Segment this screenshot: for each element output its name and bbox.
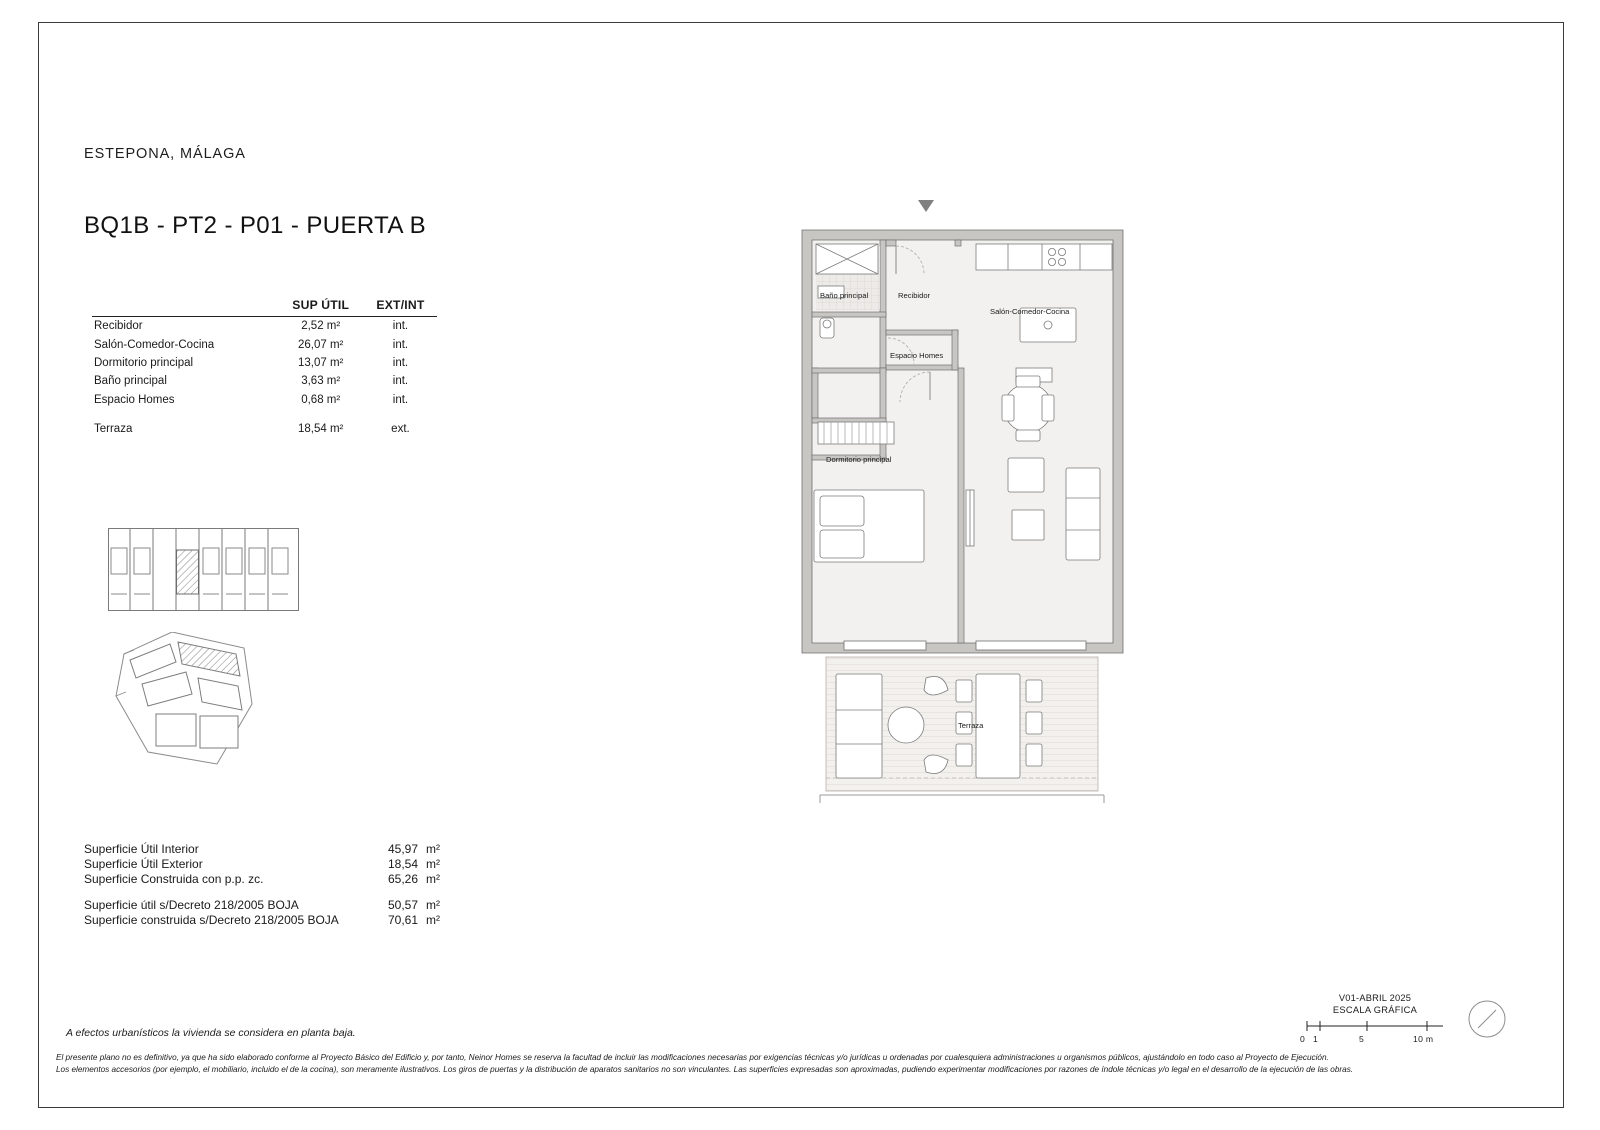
room-label-salon: Salón-Comedor-Cocina: [990, 307, 1070, 316]
location-text: ESTEPONA, MÁLAGA: [84, 146, 246, 162]
room-name: Terraza: [94, 422, 133, 435]
total-label: Superficie construida s/Decreto 218/2005 BOJA: [84, 913, 339, 927]
col-header-extint: EXT/INT: [376, 298, 425, 312]
room-label-bano: Baño principal: [820, 291, 869, 300]
disclaimer-line-1: El presente plano no es definitivo, ya que ha sido elaborado conforme al Proyecto Básico del Edificio y, por tanto, Neinor Homes se reserva la facultad de incluir las modificaciones necesarias por exigencias técnicas y/o jurídicas u ordenadas por cualesquiera administraciones u organismos públicos, ajustándolo en todo caso al Proyecto de Ejecución.: [56, 1053, 1329, 1062]
room-type: ext.: [391, 422, 410, 435]
room-label-terraza: Terraza: [958, 721, 984, 730]
room-area: 2,52 m²: [301, 320, 341, 333]
room-label-recibidor: Recibidor: [898, 291, 931, 300]
table-row: [92, 372, 437, 390]
total-unit: m²: [426, 898, 440, 912]
total-value: 45,97: [387, 842, 418, 856]
total-unit: m²: [426, 872, 440, 886]
total-value: 18,54: [387, 857, 418, 871]
total-label: Superficie útil s/Decreto 218/2005 BOJA: [84, 898, 299, 912]
total-unit: m²: [426, 857, 440, 871]
col-header-room: [92, 298, 278, 317]
keyplan-site-diagram: [112, 632, 287, 782]
entrance-arrow-icon: [918, 200, 934, 212]
disclaimer-line-2: Los elementos accesorios (por ejemplo, el mobiliario, incluido el de la cocina), son meramente ilustrativos. Los giros de puertas y la distribución de aparatos sanitarios no son vinculantes. Las superficies expresadas son aproximadas, pudiendo experimentar modificaciones por razones de índole técnicas y/o legal en el desarrollo de la ejecución de las obras.: [56, 1064, 1354, 1074]
scale-tick-labels: [1300, 1034, 1450, 1046]
scale-tick: 10 m: [1413, 1034, 1434, 1044]
total-label: Superficie Útil Interior: [84, 842, 199, 856]
room-name: Dormitorio principal: [94, 356, 194, 369]
scale-block: [1300, 993, 1450, 1046]
scale-tick: 0: [1300, 1034, 1306, 1044]
total-value: 70,61: [387, 913, 418, 927]
room-area: 13,07 m²: [298, 356, 344, 369]
scale-bar: [1300, 1020, 1450, 1034]
room-type: int.: [392, 393, 409, 406]
total-value: 65,26: [387, 872, 418, 886]
floor-plan-drawing: [780, 190, 1180, 870]
table-row: [92, 354, 437, 372]
page-title: BQ1B - PT2 - P01 - PUERTA B: [84, 212, 427, 239]
total-value: 50,57: [387, 898, 418, 912]
room-name: Recibidor: [94, 320, 143, 333]
scale-tick: 5: [1359, 1034, 1365, 1044]
total-label: Superficie Construida con p.p. zc.: [84, 872, 264, 886]
keyplan-building-diagram: [108, 528, 308, 612]
room-label-dormitorio: Dormitorio principal: [826, 455, 892, 464]
room-name: Salón-Comedor-Cocina: [94, 338, 215, 351]
room-type: int.: [392, 320, 409, 333]
north-arrow-icon: [1466, 998, 1508, 1045]
surface-table: [92, 298, 437, 438]
total-unit: m²: [426, 842, 440, 856]
col-header-suputil: SUP ÚTIL: [292, 298, 350, 312]
table-row: [92, 335, 437, 353]
room-type: int.: [392, 338, 409, 351]
room-area: 26,07 m²: [298, 338, 344, 351]
legal-disclaimer: [56, 1052, 1516, 1075]
table-row: [92, 391, 437, 409]
room-type: int.: [392, 356, 409, 369]
room-area: 0,68 m²: [301, 393, 341, 406]
room-name: Espacio Homes: [94, 393, 175, 406]
room-area: 18,54 m²: [298, 422, 344, 435]
total-unit: m²: [426, 913, 440, 927]
scale-tick: 1: [1313, 1034, 1319, 1044]
table-row: [92, 317, 437, 336]
scale-caption: ESCALA GRÁFICA: [1332, 1005, 1418, 1015]
urbanistic-note: A efectos urbanísticos la vivienda se considera en planta baja.: [66, 1027, 356, 1039]
version-text: V01-ABRIL 2025: [1338, 993, 1412, 1003]
room-label-espacio-homes: Espacio Homes: [890, 351, 944, 360]
room-name: Baño principal: [94, 375, 167, 388]
total-label: Superficie Útil Exterior: [84, 857, 203, 871]
table-header-row: [92, 298, 437, 317]
table-row: [92, 409, 437, 438]
room-area: 3,63 m²: [301, 375, 341, 388]
room-type: int.: [392, 375, 409, 388]
